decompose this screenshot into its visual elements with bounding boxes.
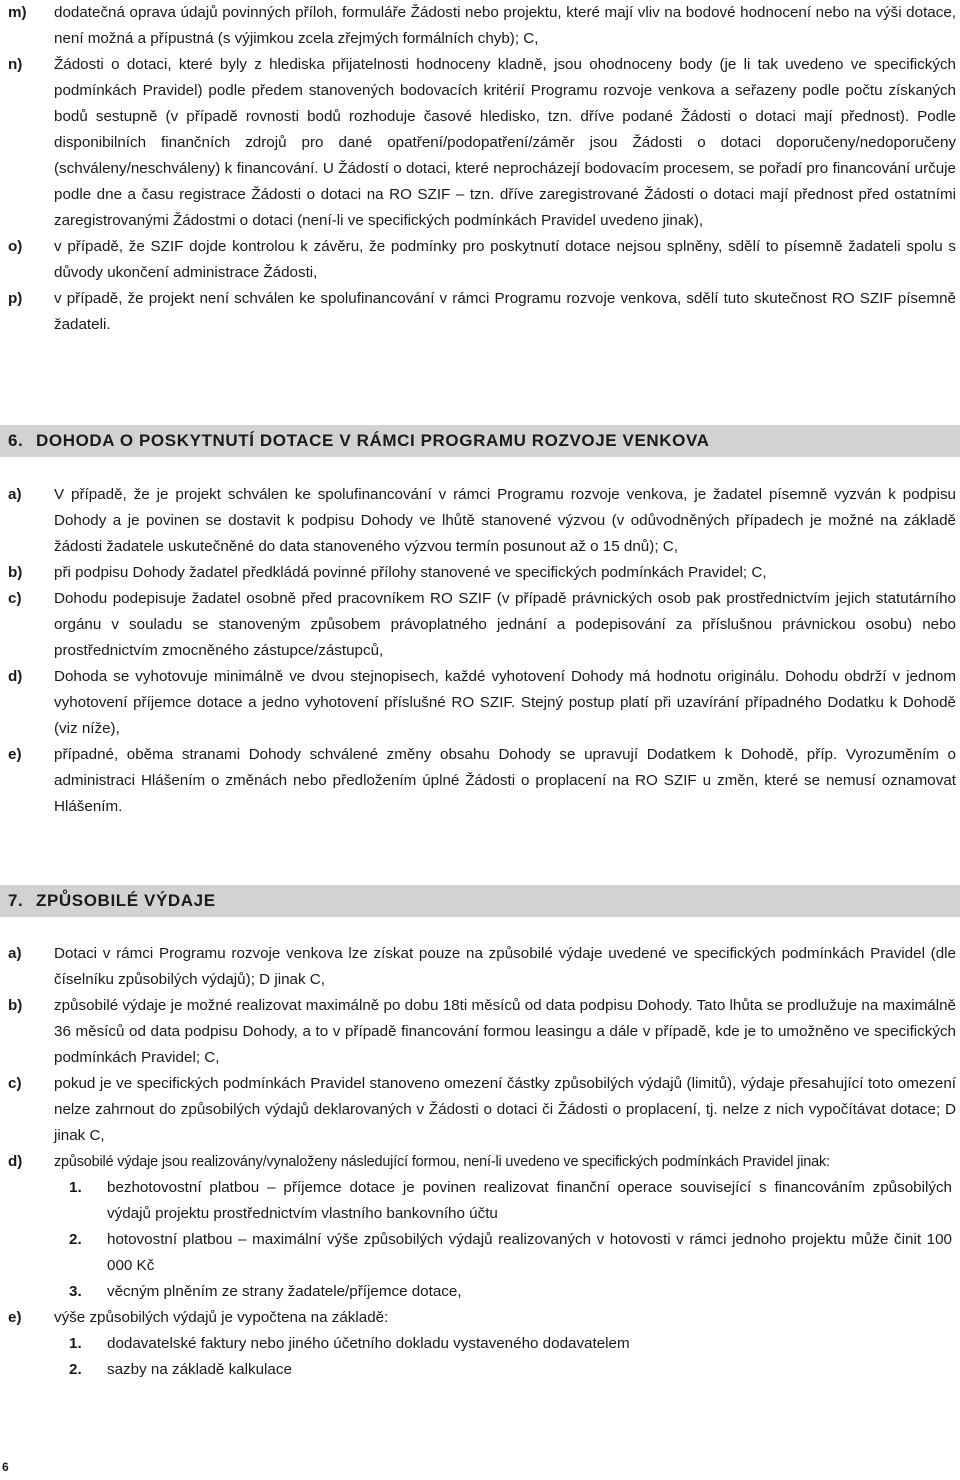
sub-number: 2. <box>69 1231 82 1248</box>
item-text <box>54 1149 960 1305</box>
item-text: případné, oběma stranami Dohody schválené změny obsahu Dohody se upravují Dodatkem k Dohodě, příp. Vyrozuměním o administraci Hlášením o změnách nebo předložením úplné Žádosti o proplacení na RO SZIF u změn, které se nemusí oznamovat Hlášením. <box>54 746 956 815</box>
list-item-a <box>0 482 960 560</box>
section-number: 7. <box>8 891 24 910</box>
list-item-e <box>0 1305 960 1383</box>
list-item-n <box>0 52 960 234</box>
item-text: způsobilé výdaje je možné realizovat maximálně po dobu 18ti měsíců od data podpisu Dohody. Tato lhůta se prodlužuje na maximálně 36 měsíců od data podpisu Dohody, a to v případě financování formou leasingu a dále v případě, kde je to umožněno ve specifických podmínkách Pravidel; C, <box>54 997 956 1066</box>
item-mark: m) <box>8 4 27 21</box>
item-text: v případě, že SZIF dojde kontrolou k závěru, že podmínky pro poskytnutí dotace nejsou splněny, sdělí to písemně žadateli spolu s důvody ukončení administrace Žádosti, <box>54 238 956 281</box>
page-number: 6 <box>2 1460 9 1474</box>
sublist-item-2 <box>69 1357 956 1383</box>
list-item-m <box>0 0 960 52</box>
item-mark: e) <box>8 1309 22 1326</box>
sublist-item-1 <box>69 1175 956 1227</box>
sub-text: dodavatelské faktury nebo jiného účetního dokladu vystaveného dodavatelem <box>107 1335 630 1352</box>
item-mark: a) <box>8 486 22 503</box>
item-text: dodatečná oprava údajů povinných příloh, formuláře Žádosti nebo projektu, které mají vliv na bodové hodnocení nebo na výši dotace, není možná a přípustná (s výjimkou zcela zřejmých formálních chyb); C, <box>54 4 956 47</box>
item-text: Dohoda se vyhotovuje minimálně ve dvou stejnopisech, každé vyhotovení Dohody má hodnotu originálu. Dohodu obdrží v jednom vyhotovení příjemce dotace a jedno vyhotovení příslušné RO SZIF. Stejný postup platí při uzavírání případného Dodatku k Dohodě (viz níže), <box>54 668 956 737</box>
item-text: při podpisu Dohody žadatel předkládá povinné přílohy stanovené ve specifických podmínkách Pravidel; C, <box>54 564 767 581</box>
list-item-a <box>0 941 960 993</box>
list-item-e <box>0 742 960 820</box>
item-mark: b) <box>8 997 23 1014</box>
item-mark: p) <box>8 290 23 307</box>
sub-text: bezhotovostní platbou – příjemce dotace je povinen realizovat finanční operace související s financováním způsobilých výdajů projektu prostřednictvím vlastního bankovního účtu <box>107 1179 952 1222</box>
section-6-heading <box>0 425 960 457</box>
sub-number: 2. <box>69 1361 82 1378</box>
list-item-d <box>0 664 960 742</box>
item-mark: b) <box>8 564 23 581</box>
item-text: pokud je ve specifických podmínkách Pravidel stanoveno omezení částky způsobilých výdajů (limitů), výdaje přesahující toto omezení nelze zahrnout do způsobilých výdajů deklarovaných v Žádosti o dotaci či Žádosti o proplacení, tj. nelze z nich vypočítávat dotace; D jinak C, <box>54 1075 956 1144</box>
item-text: Žádosti o dotaci, které byly z hlediska přijatelnosti hodnoceny kladně, jsou ohodnoceny body (je li tak uvedeno ve specifických podmínkách Pravidel) podle předem stanovených bodovacích kritérií Programu rozvoje venkova a seřazeny podle počtu získaných bodů sestupně (v případě rovnosti bodů rozhoduje časové hledisko, tzn. dříve podané Žádosti o dotaci mají přednost). Podle disponibilních finančních zdrojů pro dané opatření/podopatření/záměr jsou Žádosti o dotaci doporučeny/nedoporučeny (schváleny/neschváleny) k financování. U Žádostí o dotaci, které neprocházejí bodovacím procesem, se pořadí pro financování určuje podle dne a času registrace Žádosti o dotaci na RO SZIF – tzn. dříve zaregistrované Žádosti o dotaci mají přednost před ostatními zaregistrovanými Žádostmi o dotaci (není-li ve specifických podmínkách Pravidel uvedeno jinak), <box>54 56 956 229</box>
item-mark: a) <box>8 945 22 962</box>
item-text: Dohodu podepisuje žadatel osobně před pracovníkem RO SZIF (v případě právnických osob pak prostřednictvím jejich statutárního orgánu v souladu se stanoveným způsobem právoplatného jednání a podepisování za příslušnou právnickou osobu) nebo prostřednictvím zmocněného zástupce/zástupců, <box>54 590 956 659</box>
list-item-b <box>0 993 960 1071</box>
item-text <box>54 1305 960 1383</box>
sub-text: věcným plněním ze strany žadatele/příjemce dotace, <box>107 1283 462 1300</box>
item-mark: c) <box>8 590 22 607</box>
list-item-o <box>0 234 960 286</box>
item-mark: d) <box>8 668 23 685</box>
item-mark: e) <box>8 746 22 763</box>
section-7-body <box>0 941 960 1383</box>
sub-text: sazby na základě kalkulace <box>107 1361 292 1378</box>
item-text-lead: způsobilé výdaje jsou realizovány/vynaloženy následující formou, není-li uvedeno ve specifických podmínkách Pravidel jinak: <box>54 1154 830 1170</box>
sublist-item-2 <box>69 1227 956 1279</box>
list-item-c <box>0 1071 960 1149</box>
item-text: Dotaci v rámci Programu rozvoje venkova lze získat pouze na způsobilé výdaje uvedené ve specifických podmínkách Pravidel (dle číselníku způsobilých výdajů); D jinak C, <box>54 945 956 988</box>
list-item-c <box>0 586 960 664</box>
item-mark: d) <box>8 1153 23 1170</box>
sub-text: hotovostní platbou – maximální výše způsobilých výdajů realizovaných v hotovosti v rámci jednoho projektu může činit 100 000 Kč <box>107 1231 952 1274</box>
list-item-b <box>0 560 960 586</box>
section-title: DOHODA O POSKYTNUTÍ DOTACE V RÁMCI PROGRAMU ROZVOJE VENKOVA <box>36 431 710 450</box>
sublist-item-3 <box>69 1279 956 1305</box>
item-text-lead: výše způsobilých výdajů je vypočtena na základě: <box>54 1309 389 1326</box>
sub-number: 3. <box>69 1283 82 1300</box>
section-6-body <box>0 482 960 820</box>
list-item-p <box>0 286 960 338</box>
sublist-item-1 <box>69 1331 956 1357</box>
section-title: ZPŮSOBILÉ VÝDAJE <box>36 891 216 910</box>
list-item-d <box>0 1149 960 1305</box>
item-mark: o) <box>8 238 23 255</box>
item-mark: c) <box>8 1075 22 1092</box>
item-mark: n) <box>8 56 23 73</box>
section-continuation <box>0 0 960 338</box>
sub-number: 1. <box>69 1179 82 1196</box>
section-7-heading <box>0 885 960 917</box>
item-text: V případě, že je projekt schválen ke spolufinancování v rámci Programu rozvoje venkova, je žadatel písemně vyzván k podpisu Dohody a je povinen se dostavit k podpisu Dohody ve lhůtě stanovené výzvou (v odůvodněných případech je možné na základě žádosti žadatele uskutečněné do data stanoveného výzvou termín posunout až o 15 dnů); C, <box>54 486 956 555</box>
section-number: 6. <box>8 431 24 450</box>
item-text: v případě, že projekt není schválen ke spolufinancování v rámci Programu rozvoje venkova, sdělí tuto skutečnost RO SZIF písemně žadateli. <box>54 290 956 333</box>
sub-number: 1. <box>69 1335 82 1352</box>
